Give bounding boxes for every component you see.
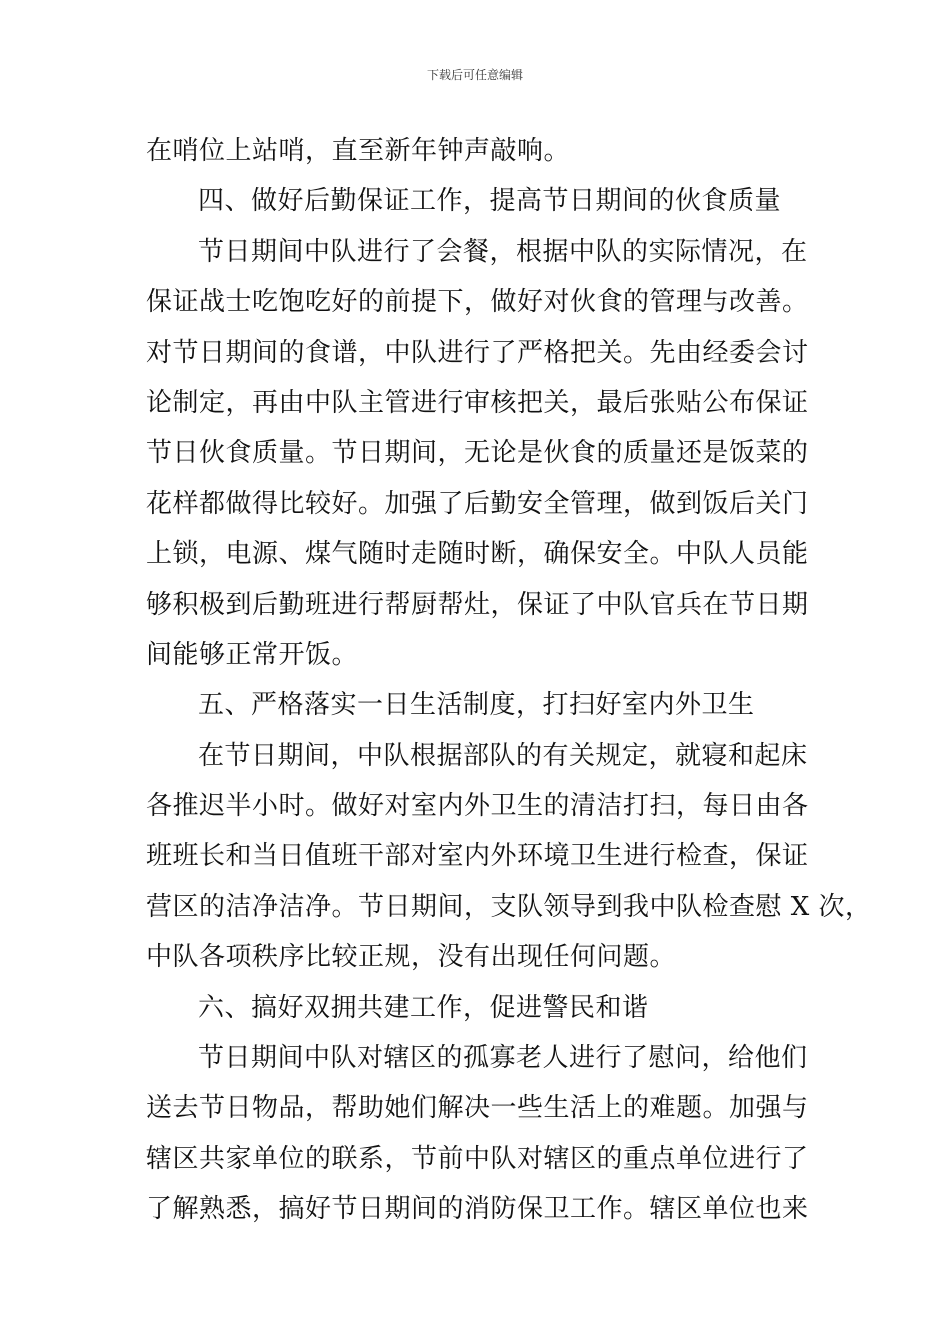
text-line: 对节日期间的食谱，中队进行了严格把关。先由经委会讨 — [146, 337, 809, 368]
text-line: 节日伙食质量。节日期间，无论是伙食的质量还是饭菜的 — [146, 438, 809, 469]
paragraph-first-line: 节日期间中队进行了会餐，根据中队的实际情况，在 — [198, 236, 808, 267]
paragraph-first-line: 四、做好后勤保证工作，提高节日期间的伙食质量 — [198, 186, 782, 217]
text-line: 送去节日物品，帮助她们解决一些生活上的难题。加强与 — [146, 1093, 809, 1124]
text-line: 在哨位上站哨，直至新年钟声敲响。 — [146, 136, 571, 166]
paragraph-first-line: 在节日期间，中队根据部队的有关规定，就寝和起床 — [198, 740, 808, 771]
text-line: 了解熟悉，搞好节日期间的消防保卫工作。辖区单位也来 — [146, 1194, 809, 1225]
text-line: 花样都做得比较好。加强了后勤安全管理，做到饭后关门 — [146, 488, 809, 519]
text-line: 上锁，电源、煤气随时走随时断，确保安全。中队人员能 — [146, 539, 809, 570]
paragraph-first-line: 六、搞好双拥共建工作，促进警民和谐 — [198, 992, 649, 1023]
text-line: 间能够正常开饭。 — [146, 639, 359, 670]
text-line: 班班长和当日值班干部对室内外环境卫生进行检查，保证 — [146, 841, 809, 872]
text-line: 营区的洁净洁净。节日期间，支队领导到我中队检查慰 X 次， — [146, 891, 872, 922]
text-line: 各推迟半小时。做好对室内外卫生的清洁打扫，每日由各 — [146, 791, 809, 822]
text-line: 够积极到后勤班进行帮厨帮灶，保证了中队官兵在节日期 — [146, 589, 809, 620]
paragraph-first-line: 节日期间中队对辖区的孤寡老人进行了慰问，给他们 — [198, 1043, 808, 1074]
text-line: 中队各项秩序比较正规，没有出现任何问题。 — [146, 942, 677, 973]
text-line: 论制定，再由中队主管进行审核把关，最后张贴公布保证 — [146, 387, 809, 418]
page-header: 下载后可任意编辑 — [426, 68, 523, 82]
paragraph-first-line: 五、严格落实一日生活制度，打扫好室内外卫生 — [198, 690, 755, 721]
text-line: 保证战士吃饱吃好的前提下，做好对伙食的管理与改善。 — [146, 287, 809, 318]
text-line: 辖区共家单位的联系，节前中队对辖区的重点单位进行了 — [146, 1143, 809, 1174]
document-body — [146, 126, 872, 1235]
